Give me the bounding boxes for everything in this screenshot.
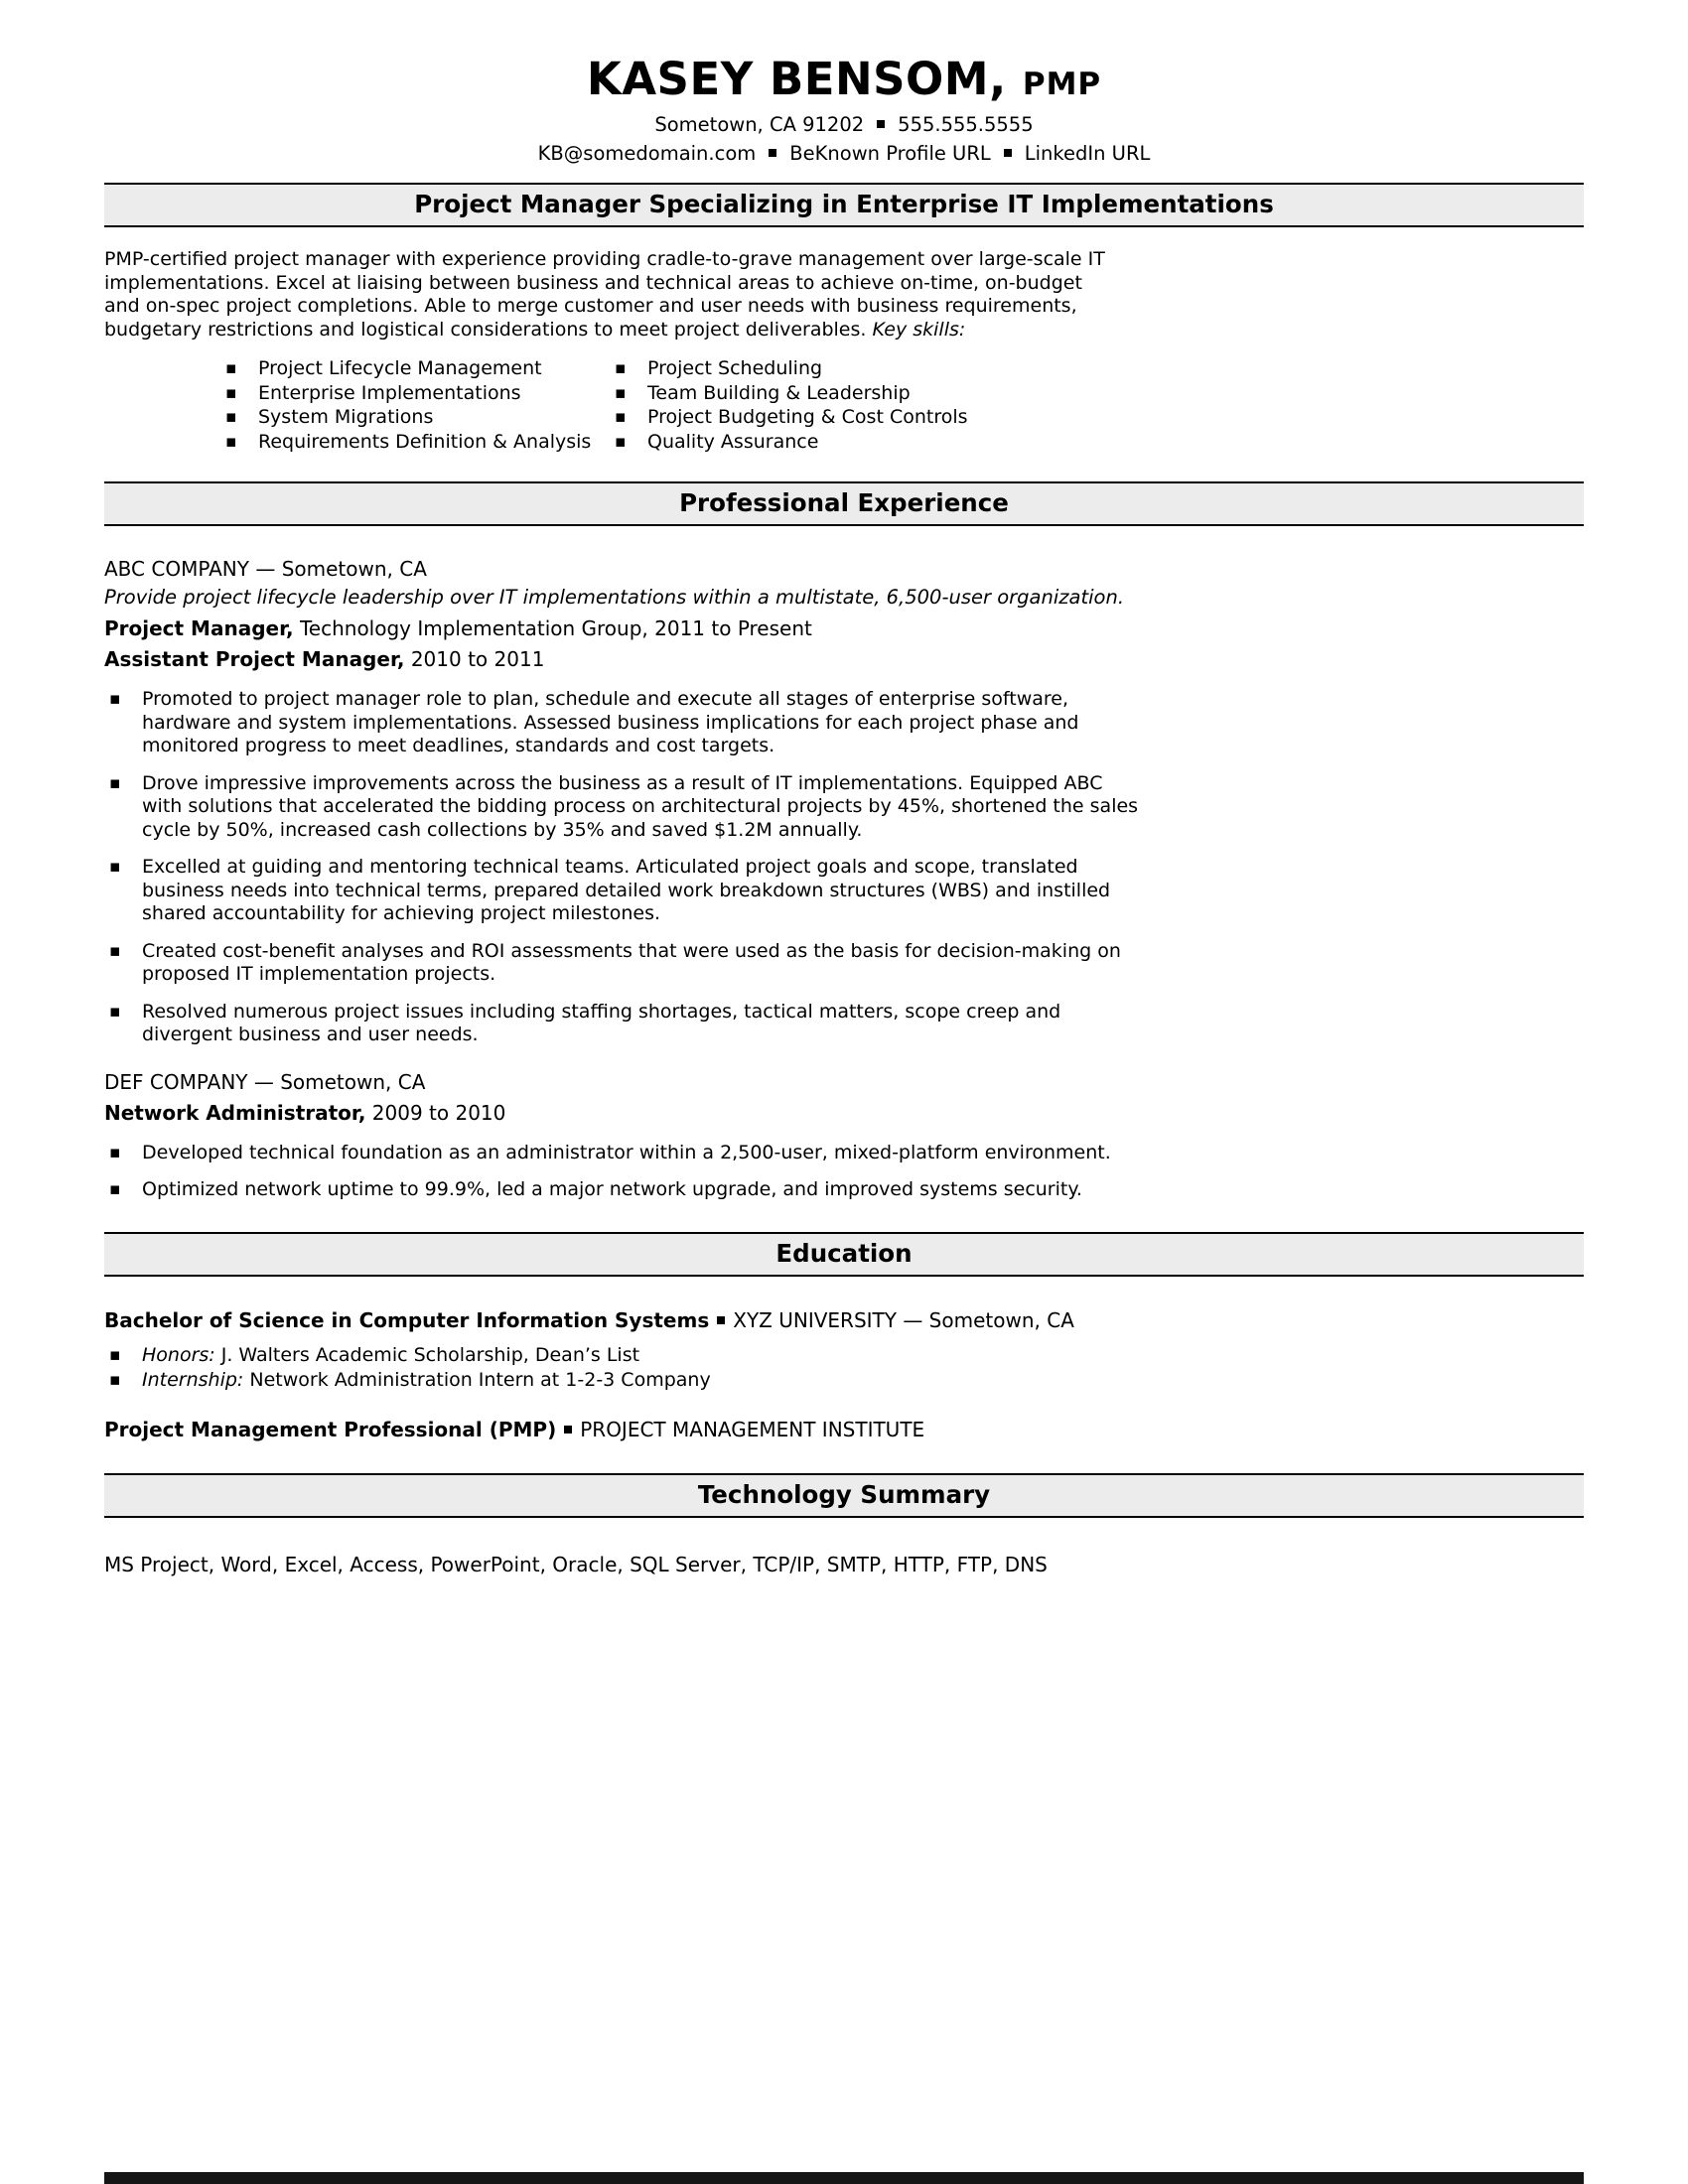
education-bullet-list [104, 1343, 1584, 1394]
skill-item: ▪ Quality Assurance [615, 430, 968, 455]
university-name: XYZ UNIVERSITY — Sometown, CA [733, 1307, 1074, 1332]
education-bullet [104, 1368, 1584, 1394]
experience-bullet: ▪ Promoted to project manager role to plan, schedule and execute all stages of enterprise software, hardware and system implementations. Assessed business implications for each project phase and monitored progress to meet deadlines, standards and cost targets. [104, 688, 1142, 758]
email-text: KB@somedomain.com [537, 142, 757, 165]
experience-bullet: ▪ Drove impressive improvements across the business as a result of IT implementations. Equipped ABC with solutions that accelerated the bidding process on architectural projects by 45%, shortened the sales cycle by 50%, increased cash collections by 35% and saved $1.2M annually. [104, 772, 1142, 843]
experience-bullet-list [104, 1142, 1584, 1202]
key-skills-list-right [615, 356, 968, 454]
section-header-education [104, 1232, 1584, 1277]
experience-bullet: ▪ Excelled at guiding and mentoring technical teams. Articulated project goals and scope, translated business needs into technical terms, prepared detailed work breakdown structures (WBS) and instilled shared accountability for achieving project milestones. [104, 856, 1142, 926]
skill-item: ▪ Project Scheduling [615, 356, 968, 381]
company-name: ABC COMPANY — Sometown, CA [104, 557, 427, 581]
experience-bullet: ▪ Optimized network uptime to 99.9%, led a major network upgrade, and improved systems security. [104, 1178, 1142, 1202]
role-title: Project Manager, [104, 616, 294, 640]
bullet-text: J. Walters Academic Scholarship, Dean’s List [214, 1343, 640, 1366]
separator-square-icon [1004, 149, 1012, 157]
credential-text: PMP [1022, 67, 1102, 102]
role-detail: 2009 to 2010 [365, 1100, 506, 1125]
name-heading [104, 54, 1584, 110]
separator-square-icon [877, 120, 885, 128]
bullet-text: Network Administration Intern at 1-2-3 Company [243, 1369, 711, 1391]
role-title: Network Administrator, [104, 1100, 366, 1125]
certification-title: Project Management Professional (PMP) [104, 1417, 557, 1441]
key-skills-section [104, 356, 1584, 454]
section-title-experience: Professional Experience [679, 488, 1009, 517]
role-line [104, 646, 1584, 672]
role-detail: 2010 to 2011 [404, 647, 545, 671]
certification-line [104, 1417, 1584, 1443]
section-header-experience [104, 481, 1584, 526]
section-title-objective: Project Manager Specializing in Enterprise IT Implementations [414, 190, 1274, 218]
name-text: KASEY BENSOM, [586, 53, 1007, 105]
certification-org: PROJECT MANAGEMENT INSTITUTE [580, 1417, 925, 1441]
section-title-technology: Technology Summary [697, 1479, 991, 1509]
job-tagline: Provide project lifecycle leadership over IT implementations within a multistate, 6,500-user organization. [104, 586, 1125, 609]
section-title-education: Education [775, 1238, 913, 1268]
key-skills-label: Key skills: [872, 318, 966, 341]
bullet-label: Honors: [142, 1343, 215, 1366]
separator-square-icon [564, 1426, 572, 1433]
key-skills-list-left [225, 356, 615, 454]
separator-square-icon [769, 149, 776, 157]
experience-bullet: ▪ Resolved numerous project issues including staffing shortages, tactical matters, scope creep and divergent business and user needs. [104, 1001, 1142, 1047]
experience-bullet-list [104, 688, 1584, 1047]
beknown-profile-link: BeKnown Profile URL [789, 142, 991, 165]
degree-title: Bachelor of Science in Computer Information Systems [104, 1307, 710, 1332]
role-line [104, 1100, 1584, 1126]
experience-bullet: ▪ Created cost-benefit analyses and ROI assessments that were used as the basis for decision-making on proposed IT implementation projects. [104, 940, 1142, 987]
section-header-objective [104, 183, 1584, 227]
role-detail: Technology Implementation Group, 2011 to Present [293, 616, 812, 640]
bullet-label: Internship: [142, 1369, 244, 1391]
experience-job-abc [104, 556, 1584, 1047]
footer-bar [104, 2172, 1584, 2184]
education-section [104, 1307, 1584, 1443]
education-bullet [104, 1343, 1584, 1369]
skill-item: ▪ System Migrations [225, 405, 615, 430]
skill-item: ▪ Requirements Definition & Analysis [225, 430, 615, 455]
skill-item: ▪ Team Building & Leadership [615, 381, 968, 406]
skill-item: ▪ Project Budgeting & Cost Controls [615, 405, 968, 430]
contact-line-1 [104, 110, 1584, 139]
skill-item: ▪ Enterprise Implementations [225, 381, 615, 406]
section-header-technology [104, 1473, 1584, 1518]
technology-paragraph: MS Project, Word, Excel, Access, PowerPoint, Oracle, SQL Server, TCP/IP, SMTP, HTTP, FTP, DNS [104, 1552, 1048, 1576]
experience-bullet: ▪ Developed technical foundation as an administrator within a 2,500-user, mixed-platform environment. [104, 1142, 1142, 1165]
company-name: DEF COMPANY — Sometown, CA [104, 1069, 426, 1094]
role-title: Assistant Project Manager, [104, 647, 405, 671]
summary-paragraph [104, 248, 1112, 341]
degree-line [104, 1307, 1584, 1334]
linkedin-link: LinkedIn URL [1024, 142, 1151, 165]
separator-square-icon [717, 1316, 725, 1324]
contact-line-2 [104, 139, 1584, 168]
phone-text: 555.555.5555 [898, 113, 1034, 136]
experience-job-def [104, 1069, 1584, 1202]
skill-item: ▪ Project Lifecycle Management [225, 356, 615, 381]
summary-text: PMP-certified project manager with experience providing cradle-to-grave management over large-scale IT implementations. Excel at liaising between business and technical areas to achieve on-time, on-budget and on-spec project completions. Able to merge customer and user needs with business requirements, budgetary restrictions and logistical considerations to meet project deliverables. [104, 248, 1105, 341]
role-line [104, 615, 1584, 641]
location-text: Sometown, CA 91202 [654, 113, 865, 136]
